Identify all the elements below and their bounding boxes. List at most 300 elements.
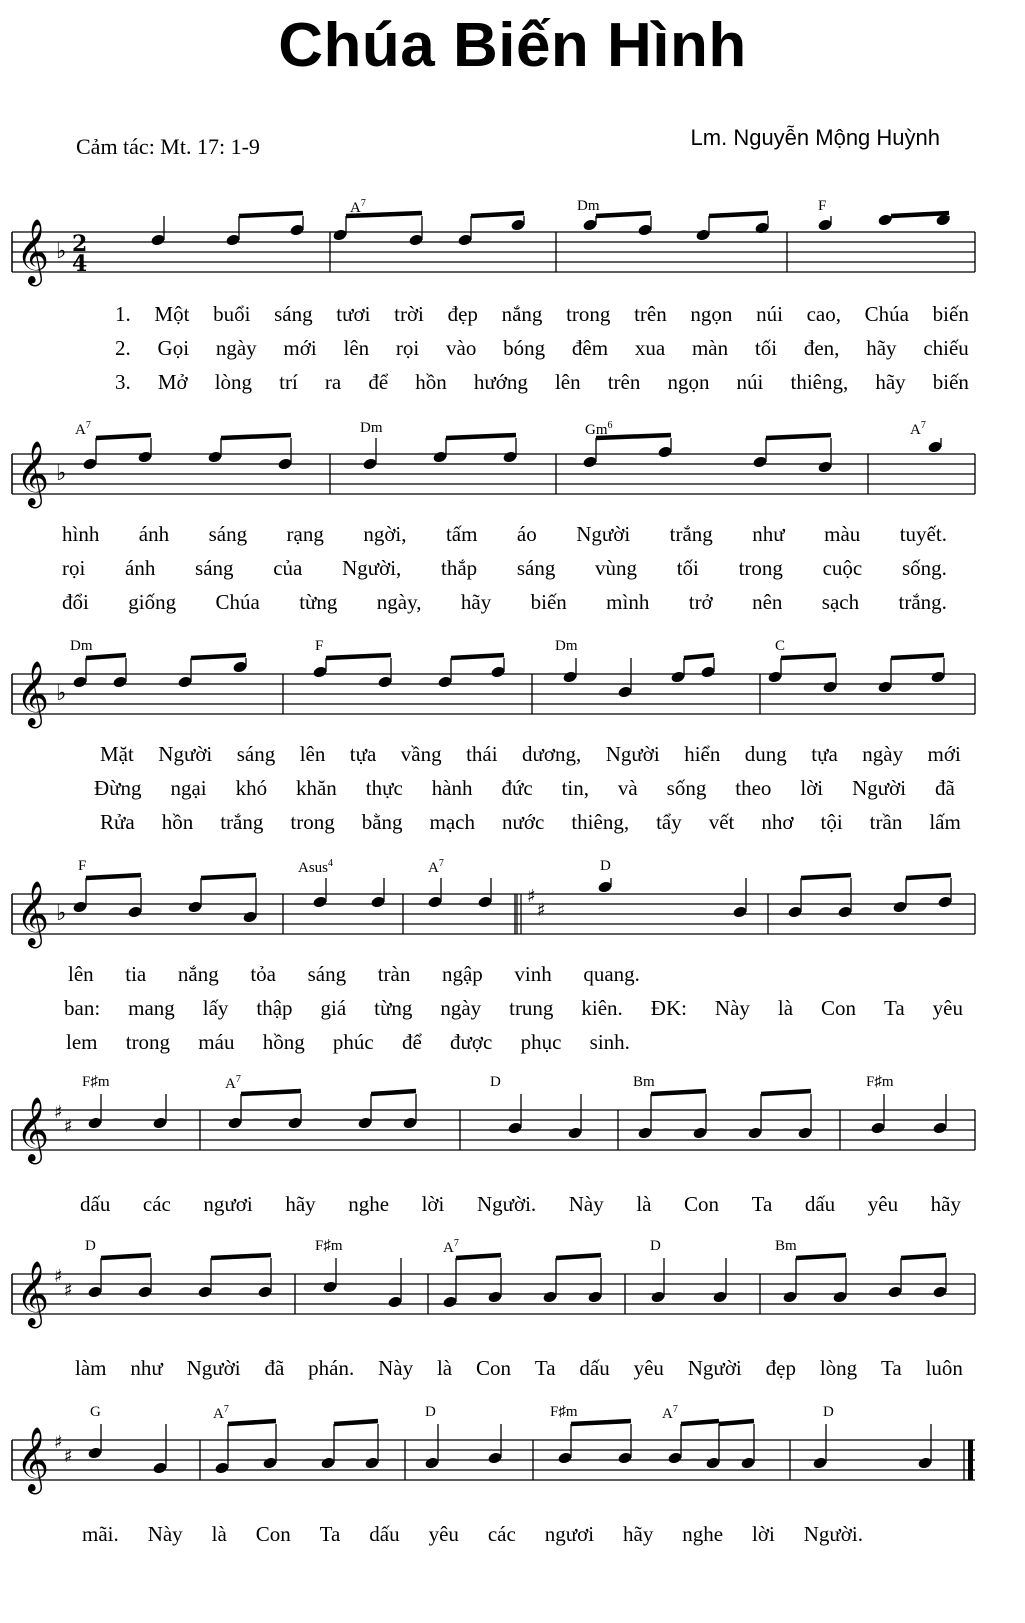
beam — [596, 213, 651, 216]
lyric-syllable: Chúa — [215, 590, 260, 614]
beam — [371, 1091, 416, 1094]
lyric-syllable: đẹp — [447, 302, 478, 326]
flat-icon: ♭ — [56, 239, 67, 264]
beam — [891, 655, 944, 658]
flat-icon: ♭ — [56, 461, 67, 486]
beam — [471, 213, 524, 216]
lyric-syllable: vết — [708, 810, 735, 834]
lyric-syllable: phục — [520, 1030, 562, 1054]
flat-icon: ♭ — [56, 681, 67, 706]
lyric-syllable: sáng — [236, 742, 276, 766]
lyric-syllable: mới — [283, 336, 317, 360]
chord: $A^7$ — [350, 198, 366, 216]
lyric-syllable: nghe — [682, 1522, 724, 1546]
lyric-syllable: yêu — [932, 996, 963, 1020]
lyric-syllable: nghe — [348, 1192, 390, 1216]
lyric-syllable: Người — [186, 1356, 241, 1380]
lyric-syllable: hướng — [473, 370, 528, 394]
lyric-syllable: sạch — [821, 590, 860, 614]
lyric-syllable: yêu — [633, 1356, 664, 1380]
lyric-syllable: hình — [62, 522, 100, 546]
lyric-syllable: thiêng, — [571, 810, 630, 834]
lyric-syllable: Ta — [884, 996, 905, 1020]
lyric-syllable: Con — [821, 996, 857, 1020]
lyric-syllable: vầng — [400, 742, 442, 766]
lyric-syllable: Người — [158, 742, 213, 766]
beam — [796, 1255, 846, 1258]
lyric-syllable: từng — [299, 590, 338, 614]
lyric-syllable: Con — [255, 1522, 291, 1546]
lyric-syllable: dung — [744, 742, 787, 766]
staff-lines — [12, 1110, 975, 1150]
beam — [228, 1421, 276, 1424]
lyric-syllable: nước — [502, 810, 545, 834]
lyric-syllable: lấm — [929, 810, 961, 834]
lyric-syllable: ngập — [441, 962, 483, 986]
lyric-syllable: trời — [394, 302, 424, 326]
lyric-syllable: Ta — [881, 1356, 902, 1380]
lyric-syllable: sống. — [901, 556, 947, 580]
lyric-syllable: tràn — [377, 962, 411, 986]
lyric-syllable: cuộc — [822, 556, 863, 580]
lyric-syllable: tựa — [349, 742, 377, 766]
staff-6 — [0, 1232, 1025, 1342]
lyric-syllable: sống — [666, 776, 707, 800]
lyric-syllable: ngày — [440, 996, 482, 1020]
beam — [191, 655, 246, 658]
chord: $A^7$ — [428, 858, 444, 876]
chord: F — [315, 638, 324, 654]
chord: F♯m — [82, 1074, 110, 1090]
lyric-syllable: buổi — [213, 302, 251, 326]
beam — [681, 1421, 719, 1424]
chord: Dm — [577, 198, 600, 214]
lyric-syllable: xua — [634, 336, 666, 360]
lyric-syllable: trắng — [669, 522, 713, 546]
sharp-icon: ♯ — [64, 1116, 73, 1137]
lyric-syllable: vào — [446, 336, 477, 360]
lyric-syllable: hãy — [930, 1192, 961, 1216]
chord: D — [650, 1238, 661, 1254]
lyric-syllable: bằng — [361, 810, 403, 834]
lyric-verse-2 — [115, 336, 969, 361]
lyric-syllable: phúc — [332, 1030, 374, 1054]
lyric-syllable: rạng — [286, 522, 324, 546]
lyric-syllable: tin, — [561, 776, 589, 800]
lyric-verse-3 — [66, 1030, 630, 1055]
beam — [801, 875, 851, 878]
chord: D — [85, 1238, 96, 1254]
lyric-syllable: dấu — [369, 1522, 400, 1546]
beam — [241, 1091, 301, 1094]
lyric-refrain — [82, 1522, 863, 1547]
chord: $A^7$ — [662, 1404, 678, 1422]
chord: $A^7$ — [75, 420, 91, 438]
lyric-syllable: yêu — [428, 1522, 459, 1546]
lyric-syllable: nắng — [501, 302, 543, 326]
lyric-syllable: luôn — [925, 1356, 963, 1380]
lyric-syllable: tỏa — [250, 962, 276, 986]
lyric-syllable: 1. — [115, 302, 131, 326]
sharp-icon: ♯ — [54, 1102, 63, 1123]
lyric-syllable: thiêng, — [790, 370, 849, 394]
lyric-syllable: ĐK: — [650, 996, 687, 1020]
lyric-syllable: trong — [566, 302, 611, 326]
lyric-syllable: lên — [343, 336, 370, 360]
lyric-syllable: lời — [752, 1522, 775, 1546]
lyric-syllable: Này — [714, 996, 750, 1020]
lyric-syllable: thập — [256, 996, 293, 1020]
lyric-syllable: ngọn — [690, 302, 733, 326]
lyric-syllable: lên — [299, 742, 326, 766]
beam — [201, 875, 256, 878]
chord: Asus$^4$ — [298, 858, 334, 876]
sharp-icon: ♯ — [64, 1280, 73, 1301]
treble-clef-icon: 𝄞 — [16, 1097, 50, 1162]
lyric-syllable: Mở — [157, 370, 188, 394]
lyric-verse-1 — [62, 522, 947, 547]
lyric-syllable: thái — [466, 742, 498, 766]
lyric-syllable: lời — [421, 1192, 445, 1216]
lyric-syllable: để — [401, 1030, 422, 1054]
time-signature: 4 — [72, 251, 88, 277]
sharp-icon: ♯ — [54, 1432, 63, 1453]
chord: Bm — [633, 1074, 655, 1090]
scripture-source: Cảm tác: Mt. 17: 1-9 — [76, 134, 260, 159]
lyric-syllable: ánh — [125, 556, 156, 580]
chord: $A^7$ — [910, 420, 926, 438]
lyric-syllable: Này — [568, 1192, 604, 1216]
lyric-syllable: ngươi — [203, 1192, 253, 1216]
lyric-syllable: hồng — [262, 1030, 305, 1054]
lyric-syllable: Con — [475, 1356, 511, 1380]
beam — [239, 213, 303, 216]
lyric-syllable: phán. — [308, 1356, 355, 1380]
chord: F♯m — [315, 1238, 343, 1254]
lyric-syllable: đã — [934, 776, 955, 800]
lyric-syllable: biến — [530, 590, 567, 614]
music-system-5 — [0, 1068, 1025, 1223]
lyric-syllable: biến — [932, 302, 969, 326]
lyric-syllable: mới — [927, 742, 961, 766]
staff-lines — [12, 674, 975, 714]
beam — [101, 1255, 151, 1258]
lyric-syllable: ngời, — [363, 522, 407, 546]
beam — [86, 655, 126, 658]
lyric-syllable: dương, — [522, 742, 582, 766]
lyric-verse-2 — [62, 556, 947, 581]
lyric-syllable: Người, — [342, 556, 402, 580]
lyric-syllable: Người. — [476, 1192, 537, 1216]
beam — [719, 1421, 754, 1424]
chord: $A^7$ — [225, 1074, 241, 1092]
lyric-syllable: tuyết. — [899, 522, 947, 546]
lyric-syllable: để — [368, 370, 389, 394]
lyric-syllable: yêu — [867, 1192, 899, 1216]
composer-name: Lm. Nguyễn Mộng Huỳnh — [690, 125, 940, 150]
lyric-syllable: Ta — [751, 1192, 773, 1216]
lyric-syllable: tấm — [445, 522, 478, 546]
sharp-icon: ♯ — [64, 1446, 73, 1467]
lyric-syllable: hãy — [623, 1522, 654, 1546]
lyric-syllable: hồn — [161, 810, 194, 834]
lyric-syllable: hãy — [866, 336, 897, 360]
lyric-syllable: lời — [800, 776, 824, 800]
lyric-syllable: dấu — [579, 1356, 610, 1380]
lyric-syllable: trên — [607, 370, 641, 394]
lyric-syllable: là — [777, 996, 794, 1020]
lyric-syllable: áo — [516, 522, 537, 546]
treble-clef-icon: 𝄞 — [16, 219, 50, 284]
music-system-4 — [0, 852, 1025, 1057]
beam — [86, 875, 141, 878]
lyric-syllable: trắng — [220, 810, 264, 834]
lyric-syllable: giống — [128, 590, 177, 614]
lyric-verse-2 — [94, 776, 955, 801]
lyric-syllable: như — [130, 1356, 163, 1380]
lyric-syllable: mãi. — [82, 1522, 119, 1546]
lyric-syllable: giá — [320, 996, 347, 1020]
chord: Dm — [555, 638, 578, 654]
lyric-syllable: đã — [264, 1356, 285, 1380]
lyric-syllable: trung — [509, 996, 554, 1020]
lyric-syllable: trong — [290, 810, 335, 834]
lyric-syllable: tẩy — [656, 810, 682, 834]
lyric-syllable: lên — [554, 370, 581, 394]
lyric-syllable: theo — [735, 776, 772, 800]
lyric-syllable: tối — [754, 336, 778, 360]
lyric-syllable: Người — [852, 776, 907, 800]
lyric-syllable: làm — [75, 1356, 107, 1380]
staff-2 — [0, 412, 1025, 522]
chord: $A^7$ — [443, 1238, 459, 1256]
lyric-syllable: trở — [688, 590, 713, 614]
lyric-syllable: ánh — [138, 522, 170, 546]
lyric-syllable: sáng — [516, 556, 556, 580]
lyric-syllable: nắng — [177, 962, 219, 986]
chord: D — [823, 1404, 834, 1420]
lyric-syllable: khó — [235, 776, 268, 800]
beam — [709, 213, 768, 216]
lyric-syllable: tựa — [811, 742, 838, 766]
lyric-syllable: Người — [605, 742, 660, 766]
time-signature: 2 — [72, 231, 88, 257]
beam — [326, 655, 391, 658]
lyric-syllable: hành — [431, 776, 473, 800]
lyric-syllable: núi — [756, 302, 783, 326]
lyric-syllable: đổi — [62, 590, 89, 614]
lyric-syllable: Người. — [803, 1522, 863, 1546]
lyric-syllable: rọi — [62, 556, 86, 580]
beam — [211, 1255, 271, 1258]
beam — [781, 655, 836, 658]
beam — [221, 435, 291, 438]
lyric-syllable: ngày, — [376, 590, 422, 614]
lyric-syllable: hãy — [460, 590, 492, 614]
beam — [901, 1255, 946, 1258]
beam — [651, 1091, 706, 1094]
lyric-syllable: tia — [125, 962, 147, 986]
chord: D — [425, 1404, 436, 1420]
lyric-syllable: trong — [125, 1030, 171, 1054]
lyric-syllable: nhơ — [761, 810, 794, 834]
lyric-verse-1 — [115, 302, 969, 327]
chord: Bm — [775, 1238, 797, 1254]
lyric-syllable: Gọi — [157, 336, 190, 360]
lyric-syllable: ra — [324, 370, 342, 394]
lyric-syllable: ngươi — [544, 1522, 595, 1546]
treble-clef-icon: 𝄞 — [16, 661, 50, 726]
chord: C — [775, 638, 786, 654]
treble-clef-icon: 𝄞 — [16, 881, 50, 946]
lyric-syllable: trắng. — [898, 590, 947, 614]
lyric-syllable: ban: — [64, 996, 101, 1020]
song-title: Chúa Biến Hình — [278, 11, 747, 80]
lyric-syllable: đêm — [571, 336, 609, 360]
lyric-syllable: hiển — [684, 742, 721, 766]
lyric-syllable: nên — [752, 590, 783, 614]
lyric-syllable: lòng — [214, 370, 253, 394]
lyric-syllable: là — [436, 1356, 453, 1380]
lyric-syllable: đẹp — [765, 1356, 796, 1380]
lyric-syllable: là — [636, 1192, 652, 1216]
chord: $A^7$ — [213, 1404, 229, 1422]
lyric-syllable: lên — [68, 962, 94, 986]
lyric-syllable: mình — [606, 590, 650, 614]
lyric-syllable: Người — [576, 522, 631, 546]
lyric-syllable: sáng — [307, 962, 347, 986]
staff-7 — [0, 1398, 1025, 1508]
final-barline — [968, 1440, 973, 1480]
lyric-syllable: cao, — [806, 302, 841, 326]
chord: F♯m — [866, 1074, 894, 1090]
chord: F — [78, 858, 87, 874]
beam — [891, 213, 949, 216]
beam — [334, 1421, 378, 1424]
lyric-syllable: Chúa — [864, 302, 909, 326]
chord: F — [818, 198, 827, 214]
chord: G — [90, 1404, 101, 1420]
lyric-verse-3 — [100, 810, 961, 835]
chord: Dm — [70, 638, 93, 654]
lyric-syllable: Ta — [319, 1522, 341, 1546]
lyric-syllable: ngày — [215, 336, 257, 360]
lyric-syllable: sáng — [208, 522, 248, 546]
music-system-2 — [0, 412, 1025, 617]
lyric-syllable: Đừng — [94, 776, 142, 800]
beam — [571, 1421, 631, 1424]
lyric-syllable: sinh. — [589, 1030, 630, 1054]
staff-4 — [0, 852, 1025, 967]
beam — [906, 875, 951, 878]
chord: F♯m — [550, 1404, 578, 1420]
treble-clef-icon: 𝄞 — [16, 1261, 50, 1326]
lyric-syllable: Người — [687, 1356, 742, 1380]
staff-lines — [12, 894, 975, 934]
lyric-syllable: thực — [365, 776, 403, 800]
chord: D — [600, 858, 611, 874]
lyric-syllable: và — [617, 776, 638, 800]
lyric-syllable: tối — [676, 556, 699, 580]
lyric-syllable: các — [487, 1522, 516, 1546]
lyric-syllable: tươi — [336, 302, 371, 326]
lyric-syllable: khăn — [295, 776, 337, 800]
lyric-syllable: được — [450, 1030, 493, 1054]
lyric-syllable: đen, — [803, 336, 840, 360]
lyric-syllable: đức — [501, 776, 533, 800]
chord: Gm$^6$ — [585, 420, 613, 438]
lyric-syllable: máu — [198, 1030, 235, 1054]
beam — [451, 655, 504, 658]
lyric-syllable: trần — [869, 810, 903, 834]
lyric-syllable: mang — [128, 996, 175, 1020]
lyric-verse-1 — [100, 742, 961, 767]
lyric-syllable: Một — [154, 302, 190, 326]
lyric-syllable: Mặt — [100, 742, 134, 766]
lyric-syllable: chiếu — [923, 336, 969, 360]
lyric-syllable: núi — [736, 370, 764, 394]
lyric-syllable: sáng — [274, 302, 313, 326]
lyric-syllable: dấu — [804, 1192, 836, 1216]
lyric-verse-2 — [64, 996, 963, 1021]
beam — [761, 1091, 811, 1094]
lyric-syllable: Ta — [534, 1356, 556, 1380]
lyric-refrain — [80, 1192, 961, 1217]
lyric-syllable: sáng — [195, 556, 234, 580]
lyric-syllable: lấy — [202, 996, 229, 1020]
lyric-syllable: tội — [820, 810, 843, 834]
lyric-refrain — [75, 1356, 963, 1381]
lyric-syllable: rọi — [395, 336, 420, 360]
lyric-verse-1 — [68, 962, 640, 987]
lyric-syllable: dấu — [80, 1192, 111, 1216]
lyric-syllable: hãy — [285, 1192, 316, 1216]
music-system-6 — [0, 1232, 1025, 1387]
lyric-syllable: biến — [932, 370, 969, 394]
beam — [96, 435, 151, 438]
beam — [456, 1255, 501, 1258]
treble-clef-icon: 𝄞 — [16, 1427, 50, 1492]
lyric-syllable: là — [211, 1522, 227, 1546]
sharp-icon: ♯ — [54, 1266, 63, 1287]
lyric-syllable: trí — [279, 370, 298, 394]
lyric-syllable: màn — [691, 336, 729, 360]
music-system-1 — [0, 190, 1025, 400]
music-system-7 — [0, 1398, 1025, 1558]
lyric-syllable: như — [752, 522, 785, 546]
lyric-syllable: bóng — [503, 336, 546, 360]
chord: D — [490, 1074, 501, 1090]
lyric-verse-3 — [62, 590, 947, 615]
lyric-syllable: hãy — [875, 370, 906, 394]
lyric-syllable: vinh — [514, 962, 552, 986]
staff-3 — [0, 632, 1025, 747]
lyric-syllable: hồn — [415, 370, 447, 394]
lyric-syllable: từng — [374, 996, 413, 1020]
sharp-icon: ♯ — [537, 900, 546, 921]
lyric-syllable: Rửa — [100, 810, 135, 834]
lyric-syllable: 2. — [115, 336, 131, 360]
lyric-syllable: vùng — [595, 556, 638, 580]
beam — [684, 655, 714, 658]
lyric-syllable: của — [273, 556, 303, 580]
lyric-syllable: Này — [147, 1522, 183, 1546]
beam — [766, 435, 831, 438]
lyric-syllable: ngọn — [667, 370, 710, 394]
staff-1 — [0, 190, 1025, 310]
lyric-syllable: trong — [738, 556, 783, 580]
chord: Dm — [360, 420, 383, 436]
